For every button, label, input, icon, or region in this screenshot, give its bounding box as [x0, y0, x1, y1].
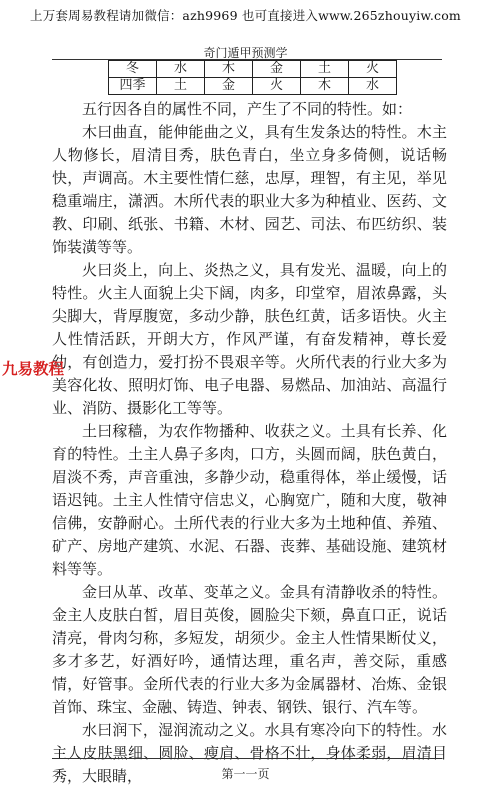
- metal-paragraph: 金曰从革、改革、变革之义。金具有清静收杀的特性。金主人皮肤白皙，眉目英俊，圆脸尖下颏，鼻直口正，说话清亮，骨肉匀称，多短发，胡须少。金主人性情果断仗义，多才多艺，好酒好吟，通情达理，重名声，善交际，重感情，好管事。金所代表的行业大多为金属器材、冶炼、金银首饰、珠宝、金融、铸造、钟表、钢铁、银行、汽车等。: [52, 583, 447, 716]
- season-element-table: [108, 60, 397, 95]
- table-cell: 火: [253, 78, 301, 95]
- table-cell: 木: [205, 61, 253, 78]
- table-cell: 冬: [109, 61, 157, 78]
- body-text: [52, 98, 447, 788]
- table-cell: 水: [349, 78, 397, 95]
- table-cell: 土: [301, 61, 349, 78]
- header-banner: 上万套周易教程请加微信：azh9969 也可直接进入www.265zhouyiw.com: [30, 8, 461, 23]
- water-paragraph: 水曰润下，湿润流动之义。水具有寒冷向下的特性。水主人皮肤黑细、圆脸、瘦肩、骨格不壮，身体柔弱，眉清目秀，大眼睛，: [52, 721, 447, 785]
- footer-rule: [52, 758, 442, 759]
- table-cell: 金: [253, 61, 301, 78]
- page-number: 第一一页: [221, 767, 270, 781]
- wood-paragraph: 木曰曲直，能伸能曲之义，具有生发条达的特性。木主人物修长，眉清目秀，肤色青白，坐立身多倚侧，说话畅快，声调高。木主要性情仁慈，忠厚，理智，有主见，举见稳重端庄，潇洒。木所代表的职业大多为种植业、医药、文教、印刷、纸张、书籍、木材、园艺、司法、布匹纺织、装饰装潢等等。: [52, 123, 447, 256]
- intro-paragraph: 五行因各自的属性不同，产生了不同的特性。如：: [82, 100, 413, 118]
- table-cell: 火: [349, 61, 397, 78]
- table-cell: 木: [301, 78, 349, 95]
- book-title: 奇门遁甲预测学: [203, 46, 288, 60]
- table-cell: 土: [157, 78, 205, 95]
- table-cell: 四季: [109, 78, 157, 95]
- table-cell: 水: [157, 61, 205, 78]
- table-cell: 金: [205, 78, 253, 95]
- watermark-label: 九易教程: [2, 360, 65, 378]
- earth-paragraph: 土曰稼穑，为农作物播种、收获之义。土具有长养、化育的特性。土主人鼻子多肉，口方，头圆而阔，肤色黄白，眉淡不秀，声音重浊，多静少动，稳重得体，举止缓慢，话语迟钝。土主人性情守信忠义，心胸宽广，随和大度，敬神信佛，安静耐心。土所代表的行业大多为土地种值、养殖、矿产、房地产建筑、水泥、石器、丧葬、基础设施、建筑材料等等。: [52, 422, 447, 578]
- table-row: [109, 61, 397, 78]
- fire-paragraph: 火曰炎上，向上、炎热之义，具有发光、温暖，向上的特性。火主人面貌上尖下阔，肉多，印堂窄，眉浓鼻露，头尖脚大，背厚腹宽，多动少静，肤色红黄，话多语快。火主人性情活跃，开朗大方，作风严谨，有奋发精神，尊长爱幼，有创造力，爱打扮不畏艰辛等。火所代表的行业大多为美容化妆、照明灯饰、电子电器、易燃品、加油站、高温行业、消防、摄影化工等等。: [52, 261, 447, 417]
- table-row: [109, 78, 397, 95]
